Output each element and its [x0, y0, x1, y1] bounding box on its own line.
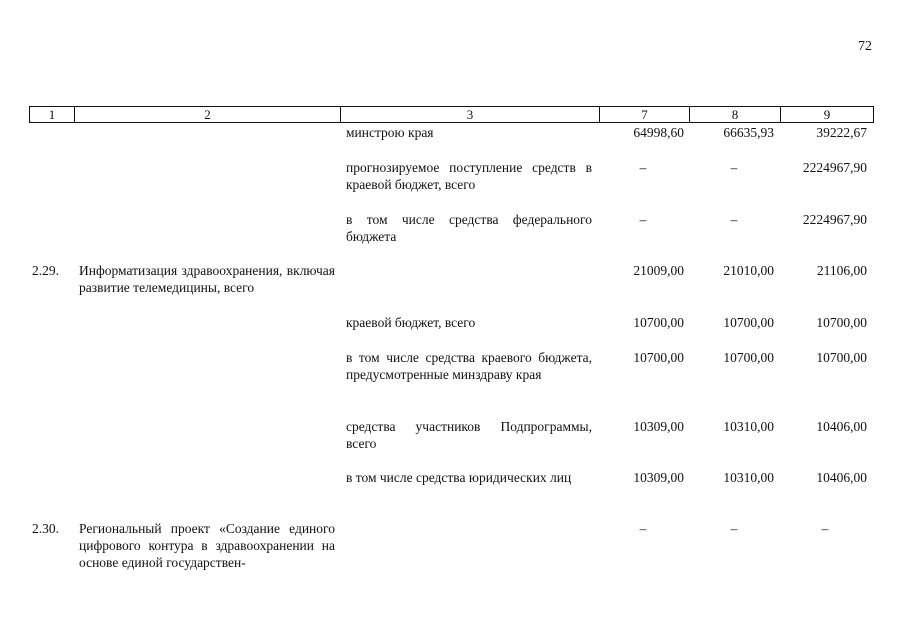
row-value-9: 10700,00 — [816, 315, 867, 330]
row-source: средства участников Подпрограммы, всего — [346, 419, 592, 451]
row-value-8: 66635,93 — [723, 125, 774, 140]
row-name: Информатизация здравоохранения, включая развитие телемедицины, всего — [79, 263, 335, 295]
header-col-8: 8 — [690, 107, 781, 123]
row-number: 2.30. — [32, 521, 59, 536]
row-value-8: 10700,00 — [723, 315, 774, 330]
header-col-2: 2 — [75, 107, 341, 123]
row-value-8: – — [730, 521, 738, 536]
row-value-7: 10700,00 — [633, 315, 684, 330]
row-value-9: 10406,00 — [816, 470, 867, 485]
row-value-9: 10406,00 — [816, 419, 867, 434]
row-source: минстрою края — [346, 125, 434, 140]
row-value-8: 10310,00 — [723, 470, 774, 485]
row-value-9: 39222,67 — [816, 125, 867, 140]
page-number: 72 — [858, 39, 872, 54]
row-value-9: 10700,00 — [816, 350, 867, 365]
row-value-8: 10700,00 — [723, 350, 774, 365]
table-header — [29, 106, 874, 123]
row-value-7: 10700,00 — [633, 350, 684, 365]
row-value-7: 64998,60 — [633, 125, 684, 140]
row-value-8: 10310,00 — [723, 419, 774, 434]
row-value-8: – — [730, 160, 738, 175]
row-value-9: – — [821, 521, 829, 536]
row-number: 2.29. — [32, 263, 59, 278]
row-value-8: 21010,00 — [723, 263, 774, 278]
row-value-7: 21009,00 — [633, 263, 684, 278]
row-value-7: – — [639, 521, 647, 536]
row-value-9: 2224967,90 — [802, 212, 867, 227]
row-value-7: – — [639, 212, 647, 227]
header-col-9: 9 — [781, 107, 874, 123]
header-col-3: 3 — [341, 107, 600, 123]
row-source: в том числе средства юридических лиц — [346, 470, 572, 485]
header-col-7: 7 — [600, 107, 690, 123]
row-value-7: 10309,00 — [633, 470, 684, 485]
row-source: прогнозируемое поступление средств в краевой бюджет, всего — [346, 160, 592, 192]
row-value-9: 2224967,90 — [802, 160, 867, 175]
header-col-1: 1 — [30, 107, 75, 123]
row-value-7: – — [639, 160, 647, 175]
row-value-8: – — [730, 212, 738, 227]
row-name: Региональный проект «Создание единого цифрового контура в здравоохранении на основе единой государствен- — [79, 521, 335, 570]
row-source: в том числе средства краевого бюджета, предусмотренные минздраву края — [346, 350, 592, 382]
row-value-9: 21106,00 — [816, 263, 867, 278]
row-source: краевой бюджет, всего — [346, 315, 476, 330]
row-value-7: 10309,00 — [633, 419, 684, 434]
row-source: в том числе средства федерального бюджета — [346, 212, 592, 244]
